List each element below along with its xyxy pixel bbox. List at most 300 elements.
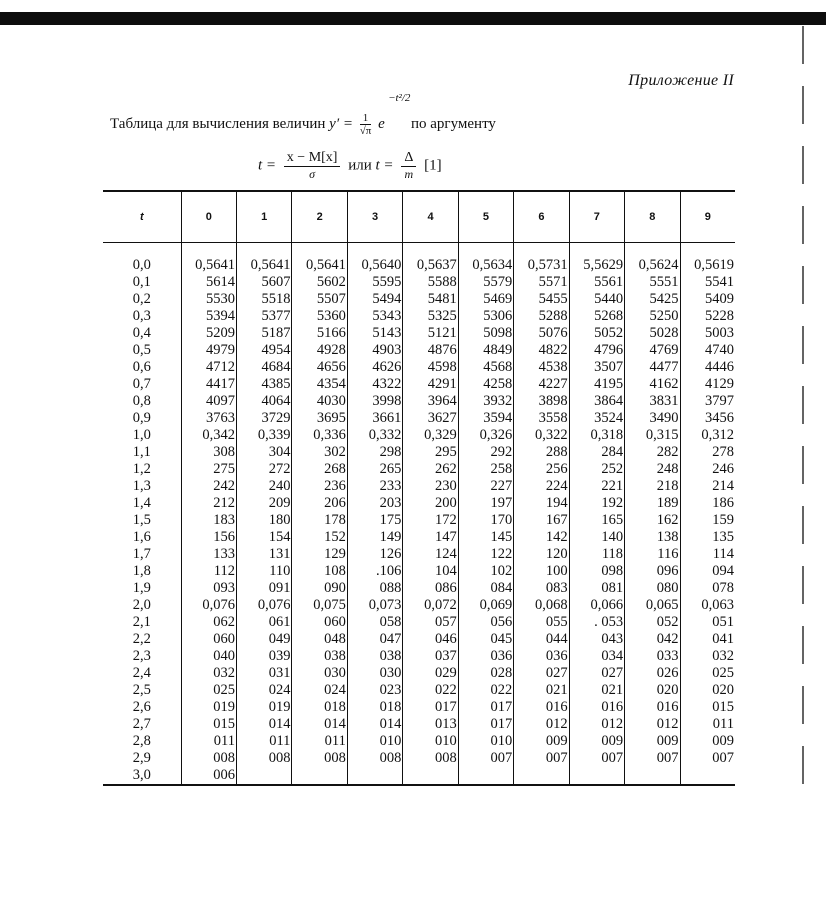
table-cell: 192 [569, 495, 624, 512]
table-cell: 091 [237, 580, 292, 597]
table-row [103, 461, 735, 478]
table-cell: 024 [237, 682, 292, 699]
table-cell: 295 [403, 444, 458, 461]
table-cell: 061 [237, 614, 292, 631]
table-cell: 159 [680, 512, 735, 529]
table-cell: 120 [514, 546, 569, 563]
table-cell: 086 [403, 580, 458, 597]
table-cell: 4322 [347, 376, 402, 393]
table-cell: 5507 [292, 291, 347, 308]
table-cell: 118 [569, 546, 624, 563]
appendix-label: Приложение II [628, 72, 734, 89]
table-cell: 011 [237, 733, 292, 750]
table-row [103, 274, 735, 291]
table-cell: 4385 [237, 376, 292, 393]
argument-formula [258, 150, 442, 182]
header-row [103, 191, 735, 243]
table-cell: 4656 [292, 359, 347, 376]
table-cell: 133 [181, 546, 236, 563]
table-cell: 0,5624 [625, 257, 680, 274]
table-cell: 025 [181, 682, 236, 699]
column-header: 1 [237, 191, 292, 243]
table-cell: 0,072 [403, 597, 458, 614]
table-cell: 0,332 [347, 427, 402, 444]
table-cell: 212 [181, 495, 236, 512]
table-cell: 4227 [514, 376, 569, 393]
table-cell: 304 [237, 444, 292, 461]
table-cell: 051 [680, 614, 735, 631]
table-cell: 0,315 [625, 427, 680, 444]
title-prefix: Таблица для вычисления величин [110, 115, 326, 132]
table-cell [237, 767, 292, 785]
table-cell: 0,5641 [237, 257, 292, 274]
table-cell: 282 [625, 444, 680, 461]
table-cell: 012 [569, 716, 624, 733]
table-cell: 018 [292, 699, 347, 716]
row-argument: 0,5 [132, 342, 151, 358]
table-cell: 262 [403, 461, 458, 478]
row-argument: 0,0 [132, 257, 151, 273]
table-cell: 4684 [237, 359, 292, 376]
table-cell: 041 [680, 631, 735, 648]
row-argument: 1,1 [132, 444, 151, 460]
table-cell: 4030 [292, 393, 347, 410]
table-cell: 5614 [181, 274, 236, 291]
table-cell: 5607 [237, 274, 292, 291]
table-cell: 5209 [181, 325, 236, 342]
table-cell: 017 [458, 699, 513, 716]
table-cell: 025 [680, 665, 735, 682]
table-cell: 5325 [403, 308, 458, 325]
table-cell: 014 [292, 716, 347, 733]
table-cell: 100 [514, 563, 569, 580]
table-cell: 3763 [181, 410, 236, 427]
table-cell: 008 [292, 750, 347, 767]
exponential [378, 91, 411, 132]
table-cell: 4129 [680, 376, 735, 393]
table-cell: 021 [514, 682, 569, 699]
row-argument: 0,3 [132, 308, 151, 324]
t-denominator-2: m [404, 167, 414, 181]
table-cell: 4598 [403, 359, 458, 376]
table-cell: 093 [181, 580, 236, 597]
table-row [103, 631, 735, 648]
row-argument: 2,4 [132, 665, 151, 681]
table-cell: 0,5637 [403, 257, 458, 274]
table-cell: . 053 [569, 614, 624, 631]
t-denominator: σ [309, 167, 316, 181]
table-cell: 4712 [181, 359, 236, 376]
table-cell: 3594 [458, 410, 513, 427]
table-cell: 170 [458, 512, 513, 529]
table-cell: 0,076 [181, 597, 236, 614]
table-cell: 0,063 [680, 597, 735, 614]
table-cell: 4162 [625, 376, 680, 393]
row-argument: 2,3 [132, 648, 151, 664]
table-cell: 013 [403, 716, 458, 733]
table-cell: 5409 [680, 291, 735, 308]
table-cell: 3898 [514, 393, 569, 410]
table-cell: 060 [181, 631, 236, 648]
table-cell: 218 [625, 478, 680, 495]
table-cell: 027 [569, 665, 624, 682]
table-cell: 042 [625, 631, 680, 648]
table-cell: 5306 [458, 308, 513, 325]
table-cell: 246 [680, 461, 735, 478]
table-cell: 0,5641 [181, 257, 236, 274]
table-cell: 043 [569, 631, 624, 648]
table-cell: 0,329 [403, 427, 458, 444]
table-cell: 009 [569, 733, 624, 750]
values-table [103, 190, 735, 786]
table-cell: 017 [458, 716, 513, 733]
row-argument: 0,1 [132, 274, 151, 290]
table-cell: 052 [625, 614, 680, 631]
table-cell: 0,065 [625, 597, 680, 614]
table-cell: 5481 [403, 291, 458, 308]
table-cell: 0,339 [237, 427, 292, 444]
spacer-row [103, 243, 735, 258]
table-cell: 112 [181, 563, 236, 580]
table-cell: 3932 [458, 393, 513, 410]
table-cell: 4849 [458, 342, 513, 359]
table-cell: 114 [680, 546, 735, 563]
table-cell: 5,5629 [569, 257, 624, 274]
table-cell: 209 [237, 495, 292, 512]
table-cell: 4568 [458, 359, 513, 376]
table-cell: 036 [514, 648, 569, 665]
table-cell: 012 [625, 716, 680, 733]
row-argument: 1,6 [132, 529, 151, 545]
table-cell: 242 [181, 478, 236, 495]
table-cell: 3490 [625, 410, 680, 427]
row-argument: 2,7 [132, 716, 151, 732]
table-row [103, 546, 735, 563]
table-cell: 4876 [403, 342, 458, 359]
fraction-numerator: 1 [360, 112, 372, 125]
exp-power: −t²/2 [388, 91, 411, 104]
table-row [103, 665, 735, 682]
table-cell: 008 [181, 750, 236, 767]
table-cell: 5028 [625, 325, 680, 342]
table-cell: 3831 [625, 393, 680, 410]
table-cell: 152 [292, 529, 347, 546]
row-argument: 2,5 [132, 682, 151, 698]
table-cell: 098 [569, 563, 624, 580]
table-cell: 4446 [680, 359, 735, 376]
table-row [103, 750, 735, 767]
row-argument: 1,2 [132, 461, 151, 477]
table-cell: 011 [680, 716, 735, 733]
row-argument: 1,8 [132, 563, 151, 579]
table-cell: 186 [680, 495, 735, 512]
row-argument: 0,8 [132, 393, 151, 409]
table-cell: .106 [347, 563, 402, 580]
row-argument: 1,9 [132, 580, 151, 596]
table-cell: 206 [292, 495, 347, 512]
table-cell: 057 [403, 614, 458, 631]
table-cell: 292 [458, 444, 513, 461]
table-cell: 4417 [181, 376, 236, 393]
table-cell: 124 [403, 546, 458, 563]
column-header: 8 [625, 191, 680, 243]
table-cell [458, 767, 513, 785]
table-cell: 078 [680, 580, 735, 597]
table-cell: 4954 [237, 342, 292, 359]
table-cell: 094 [680, 563, 735, 580]
table-cell: 3627 [403, 410, 458, 427]
table-cell: 0,5731 [514, 257, 569, 274]
fraction-denominator: √π [359, 125, 372, 137]
t-numerator: x − M[x] [284, 150, 341, 167]
table-cell: 5561 [569, 274, 624, 291]
table-cell: 278 [680, 444, 735, 461]
table-cell: 4903 [347, 342, 402, 359]
table-cell: 0,066 [569, 597, 624, 614]
row-argument: 1,7 [132, 546, 151, 562]
table-cell: 0,342 [181, 427, 236, 444]
table-cell: 031 [237, 665, 292, 682]
row-argument: 2,9 [132, 750, 151, 766]
table-cell: 096 [625, 563, 680, 580]
column-header: 3 [347, 191, 402, 243]
table-cell: 4538 [514, 359, 569, 376]
table-cell: 194 [514, 495, 569, 512]
table-body [103, 243, 735, 786]
table-cell: 221 [569, 478, 624, 495]
row-argument: 2,8 [132, 733, 151, 749]
table-cell: 007 [569, 750, 624, 767]
page-top-border [0, 12, 826, 25]
table-row [103, 257, 735, 274]
corner-header: t [103, 191, 181, 243]
table-cell: 0,5619 [680, 257, 735, 274]
table-cell: 037 [403, 648, 458, 665]
table-row [103, 427, 735, 444]
table-cell: 104 [403, 563, 458, 580]
table-cell: 162 [625, 512, 680, 529]
table-cell: 5530 [181, 291, 236, 308]
table-cell: 081 [569, 580, 624, 597]
table-row [103, 733, 735, 750]
table-cell: 011 [292, 733, 347, 750]
table-cell: 038 [347, 648, 402, 665]
table-cell: 145 [458, 529, 513, 546]
table-cell: 140 [569, 529, 624, 546]
table-cell: 230 [403, 478, 458, 495]
table-cell: 5187 [237, 325, 292, 342]
table-cell: 5440 [569, 291, 624, 308]
table-cell: 288 [514, 444, 569, 461]
table-cell: 032 [680, 648, 735, 665]
table-cell: 129 [292, 546, 347, 563]
table-cell: 298 [347, 444, 402, 461]
table-cell: 4979 [181, 342, 236, 359]
table-cell: 088 [347, 580, 402, 597]
table-cell: 200 [403, 495, 458, 512]
table-row [103, 308, 735, 325]
table-cell: 0,5640 [347, 257, 402, 274]
table-cell: 5588 [403, 274, 458, 291]
table-cell: 4291 [403, 376, 458, 393]
table-cell: 024 [292, 682, 347, 699]
t-fraction-2 [401, 150, 416, 182]
table-cell: 5288 [514, 308, 569, 325]
table-cell: 023 [347, 682, 402, 699]
table-row [103, 410, 735, 427]
table-cell: 045 [458, 631, 513, 648]
table-cell: 008 [347, 750, 402, 767]
table-cell: 027 [514, 665, 569, 682]
table-cell: 008 [403, 750, 458, 767]
t-numerator-2: Δ [401, 150, 416, 167]
column-header: 5 [458, 191, 513, 243]
table-cell [680, 767, 735, 785]
table-cell: 5571 [514, 274, 569, 291]
table-cell: 180 [237, 512, 292, 529]
table-row [103, 529, 735, 546]
table-cell: 009 [625, 733, 680, 750]
table-cell: 5098 [458, 325, 513, 342]
table-cell: 056 [458, 614, 513, 631]
row-argument: 2,0 [132, 597, 151, 613]
table-row [103, 580, 735, 597]
table-cell: 083 [514, 580, 569, 597]
table-cell: 165 [569, 512, 624, 529]
table-row [103, 478, 735, 495]
table-cell: 131 [237, 546, 292, 563]
row-argument: 1,3 [132, 478, 151, 494]
table-cell: 224 [514, 478, 569, 495]
table-cell: 3695 [292, 410, 347, 427]
table-cell: 047 [347, 631, 402, 648]
table-cell: 030 [292, 665, 347, 682]
table-cell: 167 [514, 512, 569, 529]
reference: [1] [424, 157, 442, 174]
table-cell: 4796 [569, 342, 624, 359]
table-row [103, 393, 735, 410]
table-cell: 178 [292, 512, 347, 529]
table-cell: 172 [403, 512, 458, 529]
table-cell: 5394 [181, 308, 236, 325]
table-cell: 5541 [680, 274, 735, 291]
table-cell: 5143 [347, 325, 402, 342]
table-row [103, 614, 735, 631]
table-cell: 028 [458, 665, 513, 682]
table-cell: 048 [292, 631, 347, 648]
table-cell: 108 [292, 563, 347, 580]
table-cell: 007 [458, 750, 513, 767]
table-row [103, 495, 735, 512]
table-cell: 049 [237, 631, 292, 648]
table-cell: 5166 [292, 325, 347, 342]
table-cell: 5052 [569, 325, 624, 342]
table-cell: 055 [514, 614, 569, 631]
row-argument: 2,6 [132, 699, 151, 715]
table-cell: 010 [458, 733, 513, 750]
row-argument: 0,6 [132, 359, 151, 375]
or-word: или [348, 157, 372, 174]
table-cell: 020 [625, 682, 680, 699]
table-cell: 302 [292, 444, 347, 461]
table-cell: 016 [514, 699, 569, 716]
table-cell: 016 [625, 699, 680, 716]
table-cell: 3524 [569, 410, 624, 427]
table-cell: 036 [458, 648, 513, 665]
table-cell: 197 [458, 495, 513, 512]
table-row [103, 444, 735, 461]
table-cell: 026 [625, 665, 680, 682]
table-row [103, 597, 735, 614]
table-cell: 175 [347, 512, 402, 529]
row-argument: 2,2 [132, 631, 151, 647]
table-cell: 258 [458, 461, 513, 478]
table-cell: 5268 [569, 308, 624, 325]
table-cell: 014 [347, 716, 402, 733]
table-cell: 080 [625, 580, 680, 597]
table-cell: 227 [458, 478, 513, 495]
table-cell: 019 [181, 699, 236, 716]
table-row [103, 767, 735, 785]
exp-base: e [378, 115, 385, 132]
column-header: 0 [181, 191, 236, 243]
table-cell: 5602 [292, 274, 347, 291]
table-cell: 3729 [237, 410, 292, 427]
table-cell: 142 [514, 529, 569, 546]
table-cell: 034 [569, 648, 624, 665]
table-cell: 020 [680, 682, 735, 699]
table-cell: 268 [292, 461, 347, 478]
table-cell: 3456 [680, 410, 735, 427]
table-cell: 4928 [292, 342, 347, 359]
table-cell: 0,068 [514, 597, 569, 614]
table-cell: 0,312 [680, 427, 735, 444]
row-argument: 1,0 [132, 427, 151, 443]
table-cell: 4626 [347, 359, 402, 376]
table-cell: 4258 [458, 376, 513, 393]
table-cell: 138 [625, 529, 680, 546]
table-cell: 039 [237, 648, 292, 665]
table-cell: 252 [569, 461, 624, 478]
table-cell: 0,318 [569, 427, 624, 444]
table-row [103, 563, 735, 580]
table-cell: 154 [237, 529, 292, 546]
table-cell: 236 [292, 478, 347, 495]
table-cell: 3558 [514, 410, 569, 427]
table-cell: 5003 [680, 325, 735, 342]
table-cell [347, 767, 402, 785]
table-cell: 4477 [625, 359, 680, 376]
table-title [110, 91, 496, 137]
table-row [103, 342, 735, 359]
table-cell: 183 [181, 512, 236, 529]
table-cell: 126 [347, 546, 402, 563]
table-cell: 022 [458, 682, 513, 699]
table-cell: 0,076 [237, 597, 292, 614]
table-cell: 0,073 [347, 597, 402, 614]
table-cell: 3507 [569, 359, 624, 376]
row-argument: 1,4 [132, 495, 151, 511]
table-cell: 5228 [680, 308, 735, 325]
column-header: 2 [292, 191, 347, 243]
table-cell: 149 [347, 529, 402, 546]
table-cell: 233 [347, 478, 402, 495]
table-cell: 021 [569, 682, 624, 699]
table-cell: 012 [514, 716, 569, 733]
table-cell [292, 767, 347, 785]
table-cell: 102 [458, 563, 513, 580]
column-header: 4 [403, 191, 458, 243]
